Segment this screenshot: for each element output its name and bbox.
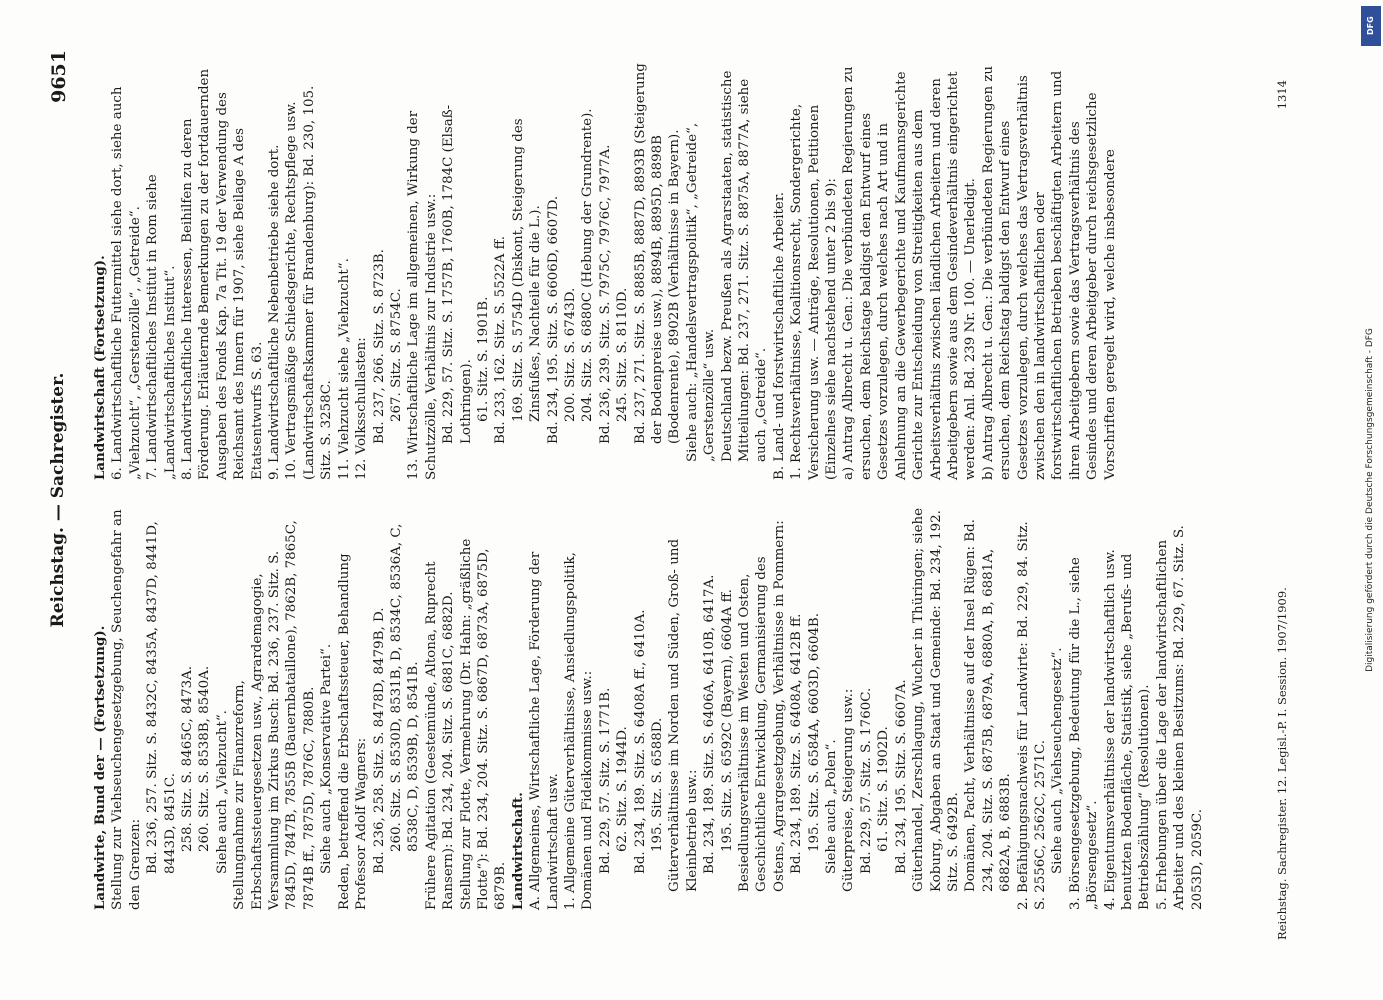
col2-entry: B. Land- und forstwirtschaftliche Arbeiter. bbox=[771, 191, 787, 480]
col1-entry: Siehe auch „Viehseuchengesetz“. bbox=[1050, 647, 1066, 874]
col1-entry: Stellungnahme zur Finanzreform, Erbschaftssteuergesetzen usw., Agrardemagogie, Versammlung im Zirkus Busch: Bd. 236, 237. Sitz. S. 7845D, 7847B, 7855B (Bauernbataillone), 7862B, 7865C, 7874B ff., 7875D, 7876C, 7880B. bbox=[232, 520, 317, 910]
col1-entry: Bd. 236, 258. Sitz. S. 8478D, 8479B, D. bbox=[371, 607, 387, 874]
col2-entry: 200. Sitz. S. 6743D. bbox=[562, 287, 578, 422]
footer-sheet-number: 1314 bbox=[1275, 80, 1289, 110]
col1-entry: 62. Sitz. S. 1944D. bbox=[615, 726, 631, 852]
right-column bbox=[92, 60, 1119, 480]
dfg-logo: DFG bbox=[1361, 6, 1381, 46]
col2-entry: 61. Sitz. S. 1901B. bbox=[475, 296, 491, 422]
col2-entry: 8. Landwirtschaftliche Interessen, Beihilfen zu deren Förderung. Erläuternde Bemerkungen zu der fortdauernden Ausgaben des Fonds Kap. 7a Tit. 19 der Verwendung des Reichsamt des Innern für 1907, siehe Beilage A des Etatsentwurfs S. 63. bbox=[180, 68, 265, 480]
col2-entry: a) Antrag Albrecht u. Gen.: Die verbündeten Regierungen zu ersuchen, dem Reichstage baldigst den Entwurf eines Gesetzes vorzulegen, durch welches nach Art und in Anlehnung an die Gewerbegerichte und Kaufmannsgerichte Gerichte zur Entscheidung von Streitigkeiten aus dem Arbeitsverhältnis zwischen ländlichen Arbeitern und deren Arbeitgebern sowie aus dem Gesindeverhältnis eingerichtet werden: Anl. Bd. 239 Nr. 100. — Unerledigt. bbox=[841, 66, 979, 480]
col1-entry: Siehe auch „Polen“. bbox=[824, 739, 840, 874]
col2-entry: 267. Sitz. S. 8754C. bbox=[388, 288, 404, 422]
col1-entry: 195. Sitz. S. 6592C (Bayern), 6604A ff. bbox=[719, 589, 735, 852]
col2-entry: 10. Vertragsmäßige Schiedsgerichte, Rechtspflege usw. (Landwirtschaftskammer für Brandenburg): Bd. 230, 105. Sitz. S. 3258C. bbox=[284, 85, 335, 480]
page-footer bbox=[1275, 60, 1289, 940]
col1-entry: 3. Börsengesetzgebung, Bedeutung für die L., siehe „Börsengesetz“. bbox=[1067, 557, 1101, 910]
col1-entry: Stellung zur Viehseuchengesetzgebung, Seuchengefahr an den Grenzen: bbox=[110, 509, 143, 910]
col1-entry: Siehe auch „Viehzucht“. bbox=[214, 710, 230, 874]
col2-entry: Bd. 236, 239. Sitz. S. 7975C, 7976C, 7977A. bbox=[597, 144, 613, 444]
col1-entry: Güterhandel, Zerschlagung, Wucher in Thüringen; siehe Koburg, Abgaben an Staat und Gemeinde: Bd. 234, 192. Sitz. S. 6492B. bbox=[911, 507, 961, 892]
col2-entry: Bd. 234, 195. Sitz. S. 6606D, 6607D. bbox=[545, 195, 561, 444]
col1-entry: 195. Sitz. S. 6584A, 6603D, 6604B. bbox=[806, 613, 822, 852]
col2-entry: Deutschland bezw. Preußen als Agrarstaaten, statistische Mitteilungen: Bd. 237, 271. Sitz. S. 8875A, 8877A, siehe auch „Getreide“. bbox=[719, 70, 770, 462]
col2-entry: Bd. 233, 162. Sitz. S. 5522A ff. bbox=[493, 236, 509, 444]
col1-entry: A. Allgemeines, Wirtschaftliche Lage, Förderung der Landwirtschaft usw. bbox=[528, 551, 561, 910]
col2-entry: Bd. 229, 57. Sitz. S. 1757B, 1760B, 1784C (Elsaß-Lothringen). bbox=[441, 104, 474, 444]
col1-entry: 258. Sitz. S. 8465C, 8473A. bbox=[180, 665, 196, 852]
col1-entry: Bd. 234, 189. Sitz. S. 6406A, 6410B, 6417A. bbox=[702, 574, 718, 874]
col2-entry: 9. Landwirtschaftliche Nebenbetriebe siehe dort. bbox=[267, 144, 283, 480]
col2-entry: Landwirtschaft (Fortsetzung). bbox=[92, 255, 108, 480]
col2-entry: 12. Volksschullasten: bbox=[354, 337, 370, 480]
col2-entry: 245. Sitz. S. 8110D. bbox=[615, 287, 631, 422]
col1-entry: Bd. 234, 189. Sitz. S. 6408A, 6412B ff. bbox=[789, 613, 805, 874]
col2-entry: 7. Landwirtschaftliches Institut in Rom siehe „Landwirtschaftliches Institut“. bbox=[145, 174, 178, 480]
col1-entry: Frühere Agitation (Geestemünde, Altona, Ruprecht Ransern): Bd. 234, 204. Sitz. S. 6881C, 6882D. bbox=[423, 561, 457, 910]
col2-entry: 13. Wirtschaftliche Lage im allgemeinen, Wirkung der Schutzzölle, Verhältnis zur Industrie usw.: bbox=[406, 110, 439, 480]
col1-entry: 195. Sitz. S. 6588D. bbox=[650, 717, 665, 852]
dfg-sidebar bbox=[1357, 0, 1383, 1000]
running-header: Reichstag. — Sachregister. bbox=[48, 372, 68, 628]
col1-entry: Domänen, Pacht, Verhältnisse auf der Insel Rügen: Bd. 234, 204. Sitz. S. 6875B, 6879A, 6880A, B, 6881A, 6882A, B, 6883B. bbox=[963, 519, 1014, 892]
col1-entry: Siehe auch „Konservative Partei“. bbox=[319, 643, 335, 874]
col1-entry: Bd. 229, 57. Sitz. S. 1771B. bbox=[597, 687, 613, 874]
col1-entry: Besiedlungsverhältnisse im Westen und Osten, Geschichtliche Entwicklung, Germanisierung des Ostens, Agrargesetzgebung, Verhältnisse in Pommern: bbox=[737, 520, 787, 892]
col2-entry: 6. Landwirtschaftliche Futtermittel siehe dort, siehe auch „Viehzucht“, „Gerstenzölle“, „Getreide“. bbox=[110, 86, 143, 480]
col2-entry: 11. Viehzucht siehe „Viehzucht“. bbox=[336, 258, 352, 480]
col1-entry: 61. Sitz. S. 1902D. bbox=[876, 726, 892, 852]
col2-entry: 169. Sitz. S. 5754D (Diskont, Steigerung des Zinsfußes, Nachteile für die L.). bbox=[510, 118, 544, 422]
col1-entry: Güterverhältnisse im Norden und Süden, Groß- und Kleinbetrieb usw.: bbox=[667, 538, 700, 892]
col1-entry: Landwirtschaft. bbox=[509, 792, 526, 910]
page-number: 9651 bbox=[48, 50, 70, 103]
col2-entry: Siehe auch: „Handelsvertragspolitik“, „Getreide“, „Gerstenzölle“ usw. bbox=[684, 122, 718, 462]
col1-entry: 260. Sitz. S. 8538B, 8540A. bbox=[197, 665, 213, 852]
dfg-credit-text: Digitalisierung gefördert durch die Deutsche Forschungsgemeinschaft - DFG bbox=[1365, 328, 1375, 672]
col1-entry: Landwirte, Bund der — (Fortsetzung). bbox=[92, 625, 108, 910]
col1-entry: 5. Erhebungen über die Lage der landwirtschaftlichen Arbeiter und des kleinen Besitzums: Bd. 229, 67. Sitz. S. 2053D, 2059C. bbox=[1154, 525, 1205, 910]
col1-entry: Bd. 234, 189. Sitz. S. 6408A ff., 6410A. bbox=[632, 609, 648, 874]
col1-entry: Bd. 234, 195. Sitz. S. 6607A. bbox=[893, 679, 909, 874]
col1-entry: 1. Allgemeine Güterverhältnisse, Ansiedlungspolitik, Domänen und Fideikommisse usw.: bbox=[562, 552, 596, 910]
col1-entry: Güterpreise, Steigerung usw.: bbox=[841, 688, 857, 892]
col2-entry: b) Antrag Albrecht u. Gen.: Die verbündeten Regierungen zu ersuchen, dem Reichstag baldigst den Entwurf eines Gesetzes vorzulegen, durch welches das Vertragsverhältnis zwischen den in landwirtschaftlichen oder forstwirtschaftlichen Betrieben beschäftigten Arbeitern und ihren Arbeitgebern sowie das Vertragsverhältnis des Gesindes und deren Arbeitgeber durch reichsgesetzliche Vorschriften geregelt wird, welche insbesondere bbox=[980, 65, 1118, 480]
col1-entry: Bd. 229, 57. Sitz. S. 1760C. bbox=[858, 687, 874, 874]
left-column bbox=[92, 505, 1206, 910]
col1-entry: Reden, betreffend die Erbschaftssteuer, Behandlung Professor Adolf Wagners: bbox=[336, 553, 370, 910]
col1-entry: 2. Befähigungsnachweis für Landwirte: Bd. 229, 84. Sitz. S. 2556C, 2562C, 2571C. bbox=[1015, 521, 1048, 910]
col2-entry: 1. Rechtsverhältnisse, Koalitionsrecht, Sondergerichte, Versicherung usw. — Anträge, Resolutionen, Petitionen (Einzelnes siehe nachstehend unter 2 bis 9): bbox=[789, 103, 840, 480]
col2-entry: Bd. 237, 271. Sitz. S. 8885B, 8887D, 8893B (Steigerung der Bodenpreise usw.), 8894B, 8895D, 8898B (Bodenrente), 8902B (Verhältnisse in Bayern). bbox=[632, 63, 683, 444]
col1-entry: Stellung zur Flotte, Vermehrung (Dr. Hahn: „gräßliche Flotte“): Bd. 234, 204. Sitz. S. 6867D, 6873A, 6875D, 6879B. bbox=[458, 538, 509, 910]
col2-entry: 204. Sitz. S. 6880C (Hebung der Grundrente). bbox=[580, 108, 596, 422]
col1-entry: 4. Eigentumsverhältnisse der landwirtschaftlich usw. benutzten Bodenfläche, Statistik, siehe „Berufs- und Betriebszählung“ (Resolutionen). bbox=[1102, 549, 1153, 910]
footer-source: Reichstag. Sachregister. 12. Legisl.-P. I. Session. 1907/1909. bbox=[1275, 587, 1289, 940]
col1-entry: 260. Sitz. S. 8530D, 8531B, D, 8534C, 8536A, C, 8538C, D, 8539B, D, 8541B. bbox=[388, 523, 422, 852]
page-header bbox=[48, 0, 76, 1000]
col1-entry: Bd. 236, 257. Sitz. S. 8432C, 8435A, 8437D, 8441D, 8443D, 8451C. bbox=[145, 521, 178, 874]
col2-entry: Bd. 237, 266. Sitz. S. 8723B. bbox=[371, 249, 387, 444]
